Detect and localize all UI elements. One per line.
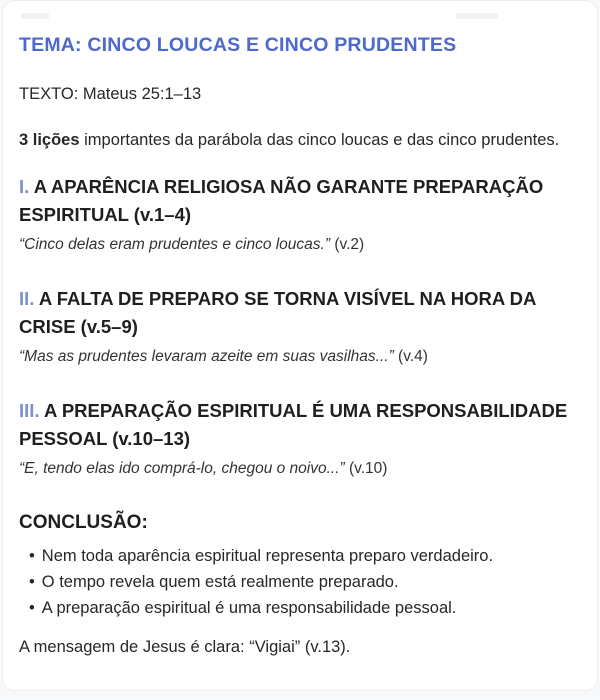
- closing-line: A mensagem de Jesus é clara: “Vigiai” (v.13).: [19, 638, 351, 657]
- section-1-quote: [19, 234, 581, 256]
- faded-artifact-right: [456, 13, 498, 19]
- conclusion-bullet-3-text: A preparação espiritual é uma responsabilidade pessoal.: [41, 599, 457, 618]
- conclusion-bullet-2-text: O tempo revela quem está realmente preparado.: [41, 573, 399, 592]
- section-2-title: A FALTA DE PREPARO SE TORNA VISÍVEL NA HORA DA CRISE (v.5–9): [19, 288, 536, 338]
- section-1-numeral: I.: [19, 176, 30, 198]
- intro-lead-bold: 3 lições: [19, 131, 80, 150]
- section-3-quote-text: “E, tendo elas ido comprá-lo, chegou o noivo...”: [19, 460, 345, 478]
- section-2-quote-text: “Mas as prudentes levaram azeite em suas vasilhas...”: [19, 348, 394, 366]
- faded-header-marks: [19, 13, 581, 20]
- section-3-quote: [19, 458, 581, 480]
- section-2-heading: [19, 285, 581, 341]
- bullet-glyph: •: [29, 573, 35, 592]
- conclusion-bullet-list: [19, 543, 581, 621]
- intro-paragraph: [19, 127, 581, 153]
- section-2-quote: [19, 346, 581, 368]
- bullet-glyph: •: [29, 599, 35, 618]
- conclusion-section: [19, 511, 581, 621]
- section-3: [19, 397, 581, 480]
- section-1: [19, 173, 581, 256]
- section-1-title: A APARÊNCIA RELIGIOSA NÃO GARANTE PREPARAÇÃO ESPIRITUAL (v.1–4): [19, 176, 544, 226]
- section-3-numeral: III.: [19, 400, 40, 422]
- section-3-quote-ref: (v.10): [344, 460, 388, 478]
- conclusion-bullet-1: [29, 543, 581, 569]
- section-1-quote-text: “Cinco delas eram prudentes e cinco loucas.”: [19, 236, 331, 254]
- section-1-quote-ref: (v.2): [330, 236, 365, 254]
- sermon-outline-card: [2, 0, 598, 691]
- conclusion-heading: CONCLUSÃO:: [19, 512, 148, 534]
- section-2: [19, 285, 581, 368]
- section-1-heading: [19, 173, 581, 229]
- intro-rest: importantes da parábola das cinco loucas e das cinco prudentes.: [79, 131, 560, 150]
- section-3-heading: [19, 397, 581, 453]
- faded-artifact-left: [21, 13, 49, 19]
- bullet-glyph: •: [29, 547, 35, 566]
- page-title: TEMA: CINCO LOUCAS E CINCO PRUDENTES: [19, 34, 457, 56]
- section-2-quote-ref: (v.4): [393, 348, 428, 366]
- conclusion-bullet-1-text: Nem toda aparência espiritual representa preparo verdadeiro.: [41, 547, 494, 566]
- text-reference: TEXTO: Mateus 25:1–13: [19, 84, 202, 103]
- conclusion-bullet-3: [29, 595, 581, 621]
- section-2-numeral: II.: [19, 288, 35, 310]
- conclusion-bullet-2: [29, 569, 581, 595]
- section-3-title: A PREPARAÇÃO ESPIRITUAL É UMA RESPONSABILIDADE PESSOAL (v.10–13): [19, 400, 568, 450]
